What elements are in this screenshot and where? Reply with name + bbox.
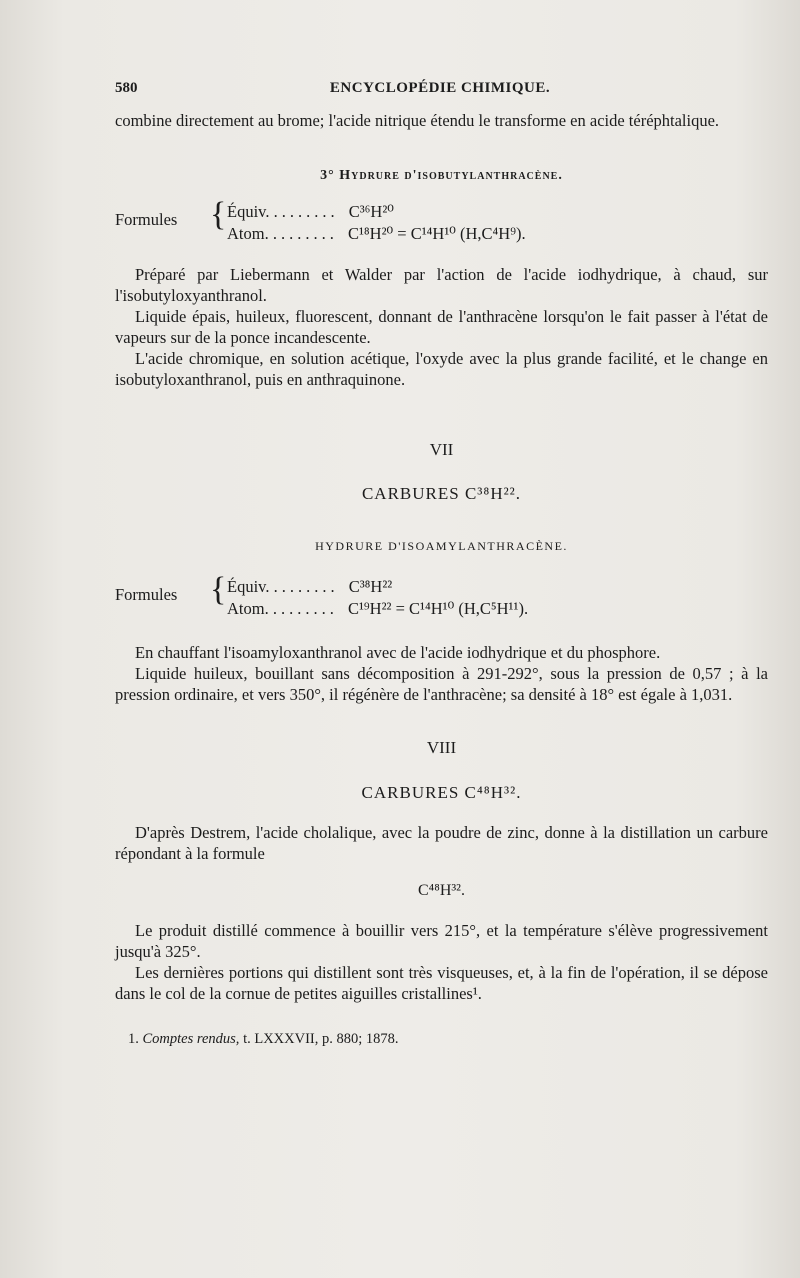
brace-icon: { [210, 571, 227, 608]
section-7-subheading: HYDRURE D'ISOAMYLANTHRACÈNE. [315, 539, 568, 553]
equiv-formula: C³⁶H²⁰ [348, 202, 394, 221]
section-3-formulas [115, 198, 715, 248]
section-8-para-2: Le produit distillé commence à bouillir vers 215°, et la température s'élève progressivement jusqu'à 325°. [115, 921, 768, 961]
atom-formula: C¹⁸H²⁰ = C¹⁴H¹⁰ (H,C⁴H⁹). [347, 224, 526, 243]
atom-label: Atom. [227, 224, 269, 243]
section-3-heading: 3° Hydrure d'isobutylanthracène. [320, 168, 563, 183]
footnote-reference: t. LXXXVII, p. 880; 1878. [243, 1031, 399, 1047]
footnote [128, 1031, 399, 1048]
equiv-row: Équiv. ........ C³⁶H²⁰ [227, 202, 394, 221]
formulas-label: Formules [115, 585, 178, 604]
atom-formula: C¹⁹H²² = C¹⁴H¹⁰ (H,C⁵H¹¹). [347, 599, 529, 618]
section-8-body [115, 920, 768, 1004]
equiv-label: Équiv. [227, 577, 270, 596]
section-8-intro [115, 822, 768, 864]
section-7-para-1: En chauffant l'isoamyloxanthranol avec de l'acide iodhydrique et du phosphore. [135, 643, 661, 662]
footnote-marker: 1. [128, 1031, 139, 1047]
footnote-source: Comptes rendus, [142, 1031, 240, 1047]
section-3-para-3: L'acide chromique, en solution acétique, l'oxyde avec la plus grande facilité, et le change en isobutyloxanthranol, puis en anthraquinone. [115, 349, 768, 389]
section-3-para-2: Liquide épais, huileux, fluorescent, donnant de l'anthracène lorsqu'on le fait passer à l'état de vapeurs sur de la ponce incandescente. [115, 307, 768, 347]
formulas-label: Formules [115, 210, 178, 229]
equiv-label: Équiv. [227, 202, 270, 221]
section-7-numeral: VII [429, 440, 454, 459]
section-8-formula: C⁴⁸H³². [418, 882, 465, 899]
intro-paragraph: combine directement au brome; l'acide nitrique étendu le transforme en acide téréphtalique. [115, 111, 720, 130]
page-number: 580 [115, 80, 138, 96]
section-7-body [115, 642, 768, 705]
section-3-body [115, 264, 768, 390]
section-8-numeral: VIII [426, 738, 457, 757]
atom-row: Atom. ........ C¹⁸H²⁰ = C¹⁴H¹⁰ (H,C⁴H⁹). [227, 224, 526, 243]
atom-label: Atom. [227, 599, 269, 618]
section-3-para-1: Préparé par Liebermann et Walder par l'action de l'acide iodhydrique, à chaud, sur l'isobutyloxyanthranol. [115, 265, 768, 305]
atom-row: Atom. ........ C¹⁹H²² = C¹⁴H¹⁰ (H,C⁵H¹¹). [227, 599, 529, 618]
equiv-row: Équiv. ........ C³⁸H²² [227, 577, 393, 596]
running-title: ENCYCLOPÉDIE CHIMIQUE. [329, 80, 551, 96]
equiv-formula: C³⁸H²² [348, 577, 393, 596]
section-7-formulas [115, 573, 715, 623]
section-7-heading: CARBURES C³⁸H²². [361, 484, 522, 503]
section-7-para-2: Liquide huileux, bouillant sans décomposition à 291-292°, sous la pression de 0,57 ; à la pression ordinaire, et vers 350°, il régénère de l'anthracène; sa densité à 18° est égale à 1,031. [115, 664, 768, 704]
section-8-heading: CARBURES C⁴⁸H³². [361, 783, 522, 802]
brace-icon: { [210, 196, 227, 233]
page-header [115, 80, 765, 102]
section-8-para-3: Les dernières portions qui distillent sont très visqueuses, et, à la fin de l'opération, il se dépose dans le col de la cornue de petites aiguilles cristallines¹. [115, 963, 768, 1003]
section-8-para-1: D'après Destrem, l'acide cholalique, avec la poudre de zinc, donne à la distillation un carbure répondant à la formule [115, 823, 768, 863]
